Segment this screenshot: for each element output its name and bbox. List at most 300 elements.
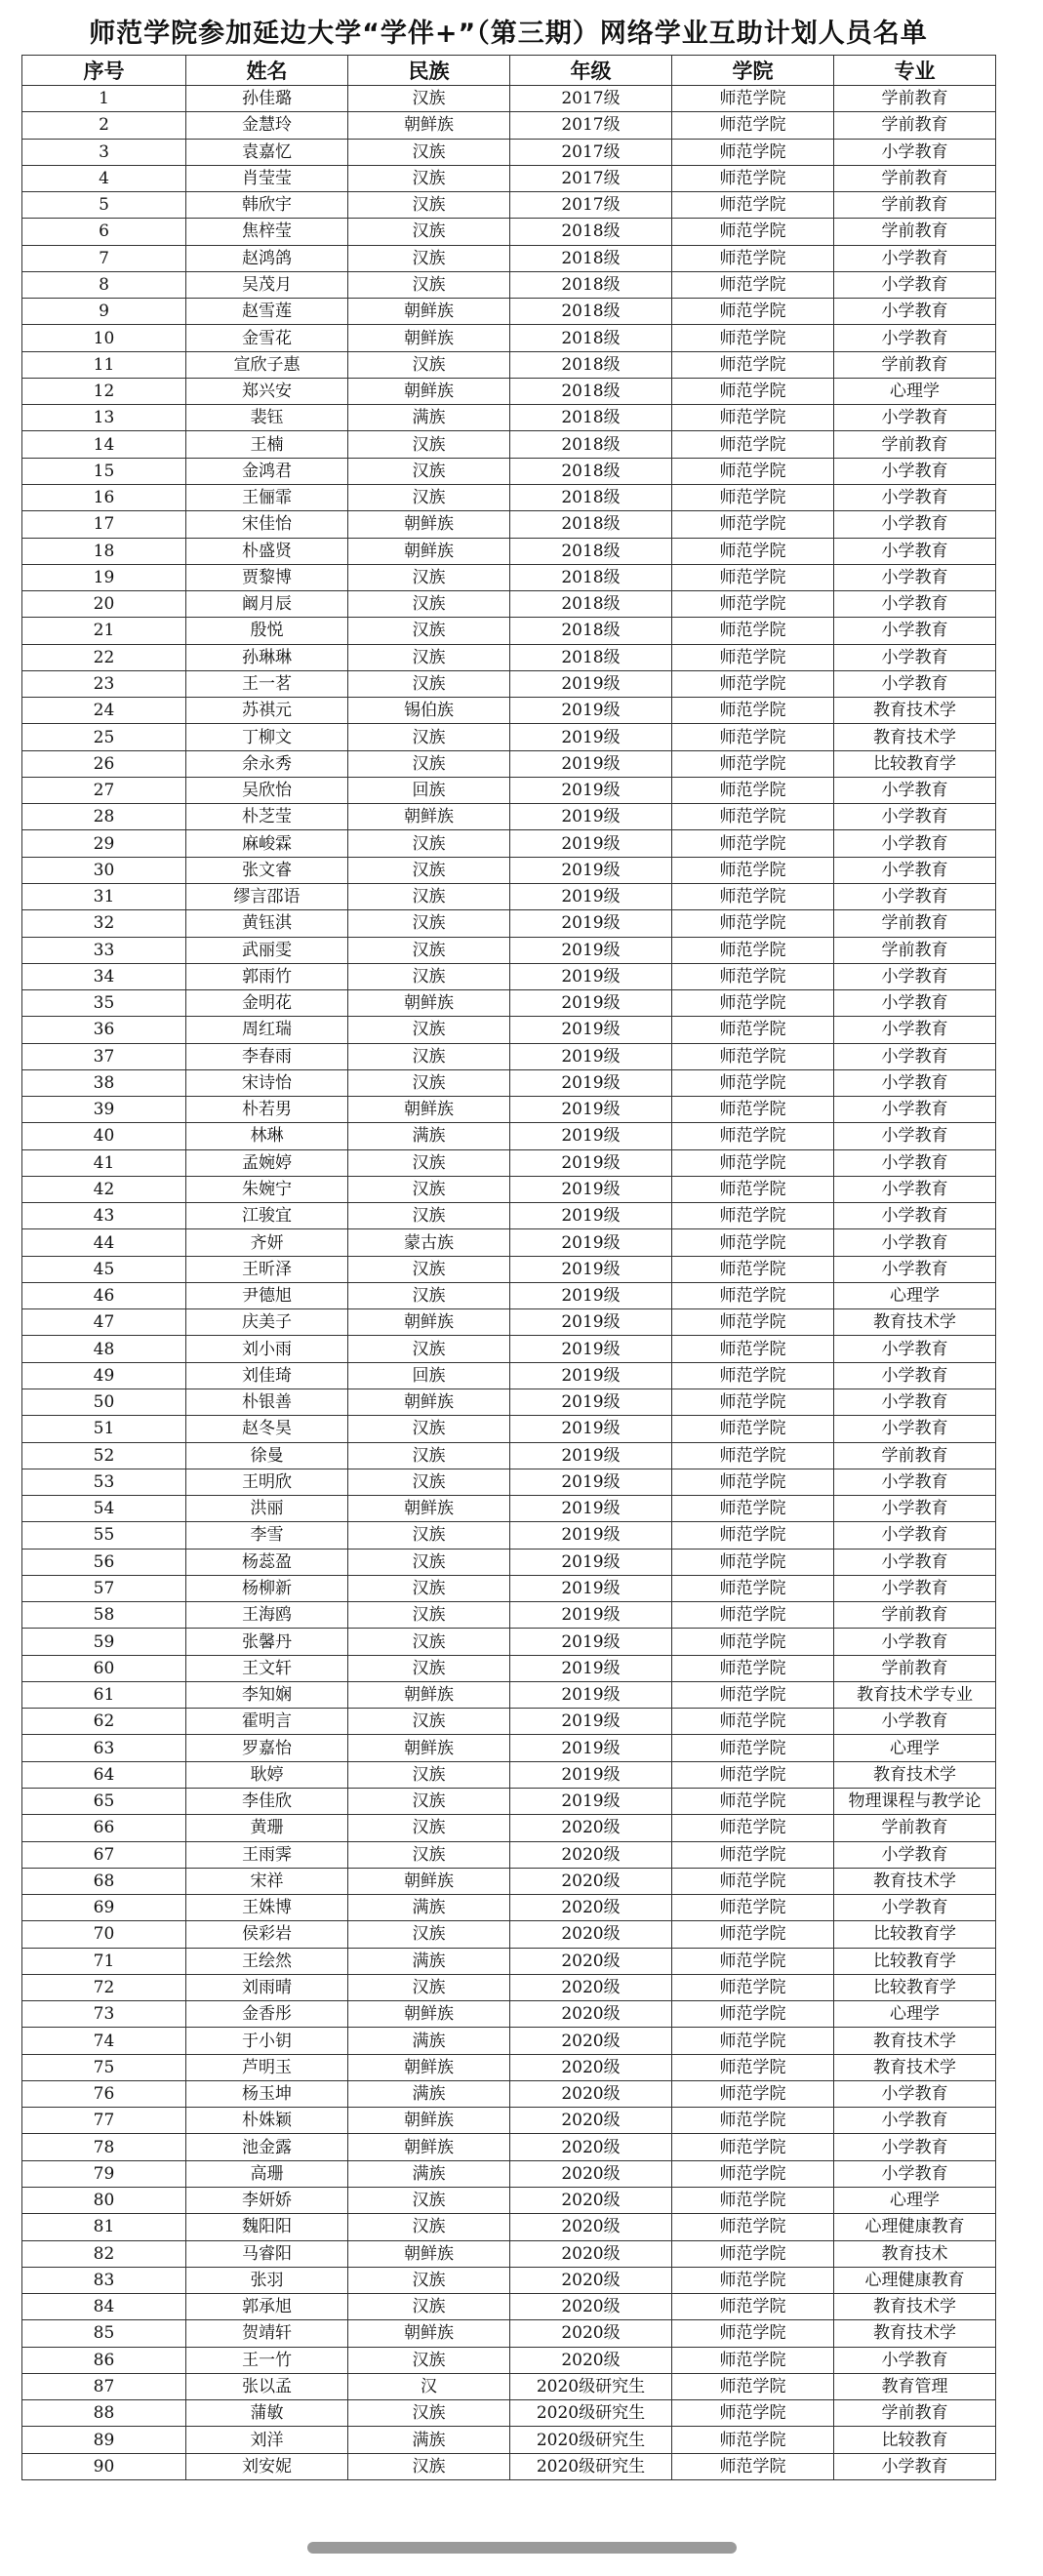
cell-index: 57 (22, 1575, 186, 1601)
cell-ethnicity: 朝鲜族 (348, 112, 510, 139)
cell-grade: 2020级研究生 (510, 2400, 672, 2427)
table-row (22, 484, 996, 510)
cell-college: 师范学院 (672, 1815, 834, 1841)
cell-ethnicity: 汉族 (348, 219, 510, 245)
cell-index: 82 (22, 2240, 186, 2267)
table-row (22, 1761, 996, 1788)
cell-grade: 2020级研究生 (510, 2427, 672, 2453)
cell-college: 师范学院 (672, 698, 834, 724)
cell-major: 学前教育 (834, 351, 996, 378)
cell-major: 学前教育 (834, 1442, 996, 1469)
cell-ethnicity: 满族 (348, 405, 510, 431)
table-row (22, 2028, 996, 2054)
cell-index: 30 (22, 857, 186, 883)
cell-ethnicity: 汉族 (348, 2267, 510, 2293)
cell-major: 比较教育学 (834, 750, 996, 777)
cell-major: 学前教育 (834, 910, 996, 937)
cell-index: 87 (22, 2373, 186, 2399)
table-row (22, 458, 996, 484)
table-row (22, 1176, 996, 1202)
cell-grade: 2017级 (510, 192, 672, 219)
cell-grade: 2019级 (510, 670, 672, 697)
header-grade: 年级 (510, 56, 672, 86)
cell-grade: 2017级 (510, 139, 672, 165)
cell-major: 心理学 (834, 1735, 996, 1761)
cell-major: 小学教育 (834, 538, 996, 564)
table-row (22, 1389, 996, 1416)
cell-grade: 2018级 (510, 511, 672, 538)
cell-index: 55 (22, 1522, 186, 1549)
cell-major: 小学教育 (834, 1895, 996, 1921)
cell-major: 教育技术学 (834, 2054, 996, 2080)
cell-grade: 2018级 (510, 378, 672, 404)
cell-major: 心理学 (834, 2187, 996, 2213)
cell-ethnicity: 汉族 (348, 2400, 510, 2427)
cell-major: 比较教育学 (834, 1948, 996, 1974)
table-row (22, 1097, 996, 1123)
cell-major: 小学教育 (834, 1389, 996, 1416)
cell-index: 76 (22, 2080, 186, 2107)
cell-major: 教育技术学 (834, 2320, 996, 2347)
cell-name: 王一茗 (186, 670, 348, 697)
cell-grade: 2020级 (510, 2028, 672, 2054)
cell-name: 王文轩 (186, 1655, 348, 1681)
cell-index: 88 (22, 2400, 186, 2427)
cell-index: 81 (22, 2214, 186, 2240)
cell-ethnicity: 朝鲜族 (348, 2054, 510, 2080)
cell-name: 刘洋 (186, 2427, 348, 2453)
cell-index: 23 (22, 670, 186, 697)
cell-index: 35 (22, 990, 186, 1017)
cell-college: 师范学院 (672, 724, 834, 750)
cell-name: 王海鸥 (186, 1602, 348, 1629)
cell-name: 金慧玲 (186, 112, 348, 139)
cell-college: 师范学院 (672, 1496, 834, 1522)
cell-name: 麻峻霖 (186, 830, 348, 857)
table-row (22, 378, 996, 404)
cell-major: 小学教育 (834, 139, 996, 165)
cell-major: 学前教育 (834, 112, 996, 139)
cell-name: 刘雨晴 (186, 1974, 348, 2000)
table-row (22, 1256, 996, 1282)
cell-major: 学前教育 (834, 2400, 996, 2427)
cell-ethnicity: 朝鲜族 (348, 325, 510, 351)
cell-grade: 2018级 (510, 484, 672, 510)
cell-grade: 2020级 (510, 2187, 672, 2213)
cell-ethnicity: 回族 (348, 1362, 510, 1389)
cell-index: 72 (22, 1974, 186, 2000)
cell-grade: 2018级 (510, 219, 672, 245)
cell-grade: 2020级 (510, 2134, 672, 2160)
cell-index: 34 (22, 963, 186, 989)
cell-name: 刘小雨 (186, 1336, 348, 1362)
cell-name: 丁柳文 (186, 724, 348, 750)
table-row (22, 1709, 996, 1735)
cell-name: 阚月辰 (186, 591, 348, 618)
cell-college: 师范学院 (672, 325, 834, 351)
header-major: 专业 (834, 56, 996, 86)
cell-major: 教育技术学 (834, 698, 996, 724)
table-row (22, 1362, 996, 1389)
table-row (22, 1017, 996, 1043)
cell-grade: 2019级 (510, 1469, 672, 1495)
table-row (22, 325, 996, 351)
cell-index: 40 (22, 1123, 186, 1149)
cell-index: 26 (22, 750, 186, 777)
cell-ethnicity: 汉族 (348, 750, 510, 777)
cell-grade: 2020级 (510, 1841, 672, 1868)
cell-major: 教育管理 (834, 2373, 996, 2399)
cell-college: 师范学院 (672, 910, 834, 937)
cell-name: 宋祥 (186, 1868, 348, 1894)
cell-grade: 2018级 (510, 591, 672, 618)
cell-college: 师范学院 (672, 1549, 834, 1575)
cell-grade: 2019级 (510, 804, 672, 830)
cell-college: 师范学院 (672, 830, 834, 857)
cell-index: 60 (22, 1655, 186, 1681)
cell-grade: 2019级 (510, 857, 672, 883)
cell-grade: 2020级 (510, 2214, 672, 2240)
document-title: 师范学院参加延边大学“学伴+”（第三期）网络学业互助计划人员名单 (89, 19, 928, 49)
cell-name: 池金露 (186, 2134, 348, 2160)
cell-ethnicity: 汉族 (348, 1149, 510, 1176)
cell-grade: 2018级 (510, 564, 672, 590)
cell-grade: 2018级 (510, 271, 672, 298)
cell-college: 师范学院 (672, 1416, 834, 1442)
cell-college: 师范学院 (672, 2240, 834, 2267)
cell-ethnicity: 朝鲜族 (348, 1735, 510, 1761)
cell-major: 小学教育 (834, 271, 996, 298)
cell-major: 小学教育 (834, 1709, 996, 1735)
cell-grade: 2019级 (510, 1336, 672, 1362)
table-row (22, 1043, 996, 1069)
table-row (22, 830, 996, 857)
cell-major: 比较教育 (834, 2427, 996, 2453)
cell-index: 33 (22, 937, 186, 963)
cell-name: 李春雨 (186, 1043, 348, 1069)
cell-ethnicity: 朝鲜族 (348, 2134, 510, 2160)
cell-name: 宣欣子惠 (186, 351, 348, 378)
cell-ethnicity: 汉族 (348, 591, 510, 618)
cell-index: 10 (22, 325, 186, 351)
cell-ethnicity: 汉族 (348, 1176, 510, 1202)
cell-index: 61 (22, 1681, 186, 1708)
cell-ethnicity: 汉族 (348, 883, 510, 909)
table-row (22, 2373, 996, 2399)
cell-college: 师范学院 (672, 245, 834, 271)
cell-college: 师范学院 (672, 1921, 834, 1948)
table-row (22, 804, 996, 830)
table-row (22, 1789, 996, 1815)
cell-major: 心理学 (834, 2001, 996, 2028)
cell-index: 78 (22, 2134, 186, 2160)
cell-index: 80 (22, 2187, 186, 2213)
cell-name: 肖莹莹 (186, 165, 348, 191)
cell-college: 师范学院 (672, 1629, 834, 1655)
table-row (22, 1549, 996, 1575)
cell-college: 师范学院 (672, 1229, 834, 1256)
cell-index: 77 (22, 2108, 186, 2134)
table-row (22, 1282, 996, 1308)
table-row (22, 2294, 996, 2320)
cell-grade: 2020级 (510, 1974, 672, 2000)
cell-index: 7 (22, 245, 186, 271)
cell-college: 师范学院 (672, 1097, 834, 1123)
cell-name: 芦明玉 (186, 2054, 348, 2080)
cell-grade: 2017级 (510, 112, 672, 139)
cell-ethnicity: 汉族 (348, 139, 510, 165)
cell-index: 90 (22, 2453, 186, 2479)
table-row (22, 1522, 996, 1549)
cell-name: 黄珊 (186, 1815, 348, 1841)
cell-college: 师范学院 (672, 219, 834, 245)
table-row (22, 883, 996, 909)
cell-index: 71 (22, 1948, 186, 1974)
cell-index: 17 (22, 511, 186, 538)
cell-college: 师范学院 (672, 1709, 834, 1735)
horizontal-scrollbar[interactable] (307, 2542, 737, 2554)
table-row (22, 2400, 996, 2427)
cell-college: 师范学院 (672, 271, 834, 298)
table-row (22, 139, 996, 165)
table-row (22, 724, 996, 750)
cell-index: 89 (22, 2427, 186, 2453)
cell-index: 45 (22, 1256, 186, 1282)
cell-grade: 2017级 (510, 165, 672, 191)
cell-name: 林琳 (186, 1123, 348, 1149)
cell-ethnicity: 朝鲜族 (348, 2240, 510, 2267)
cell-grade: 2020级研究生 (510, 2373, 672, 2399)
table-row (22, 1895, 996, 1921)
cell-major: 小学教育 (834, 1629, 996, 1655)
cell-index: 41 (22, 1149, 186, 1176)
cell-ethnicity: 汉族 (348, 1629, 510, 1655)
cell-ethnicity: 汉族 (348, 2453, 510, 2479)
cell-grade: 2020级 (510, 2160, 672, 2187)
cell-major: 学前教育 (834, 1602, 996, 1629)
cell-college: 师范学院 (672, 1655, 834, 1681)
cell-index: 31 (22, 883, 186, 909)
cell-name: 刘佳琦 (186, 1362, 348, 1389)
cell-major: 小学教育 (834, 405, 996, 431)
cell-name: 高珊 (186, 2160, 348, 2187)
table-row (22, 1629, 996, 1655)
cell-index: 64 (22, 1761, 186, 1788)
cell-name: 赵冬昊 (186, 1416, 348, 1442)
cell-grade: 2019级 (510, 910, 672, 937)
cell-college: 师范学院 (672, 1336, 834, 1362)
table-row (22, 245, 996, 271)
table-row (22, 538, 996, 564)
cell-major: 学前教育 (834, 1655, 996, 1681)
cell-index: 8 (22, 271, 186, 298)
table-header-row (22, 56, 996, 86)
cell-college: 师范学院 (672, 86, 834, 112)
cell-college: 师范学院 (672, 1868, 834, 1894)
table-row (22, 963, 996, 989)
cell-name: 朴若男 (186, 1097, 348, 1123)
cell-name: 罗嘉怡 (186, 1735, 348, 1761)
cell-grade: 2019级 (510, 990, 672, 1017)
cell-grade: 2020级 (510, 1895, 672, 1921)
cell-grade: 2019级 (510, 1549, 672, 1575)
cell-college: 师范学院 (672, 1389, 834, 1416)
cell-grade: 2019级 (510, 777, 672, 803)
table-row (22, 1203, 996, 1229)
cell-name: 洪丽 (186, 1496, 348, 1522)
table-row (22, 2187, 996, 2213)
cell-grade: 2019级 (510, 1709, 672, 1735)
cell-index: 29 (22, 830, 186, 857)
cell-index: 50 (22, 1389, 186, 1416)
cell-name: 朱婉宁 (186, 1176, 348, 1202)
table-row (22, 299, 996, 325)
cell-grade: 2019级 (510, 1442, 672, 1469)
cell-grade: 2019级 (510, 1069, 672, 1096)
cell-college: 师范学院 (672, 591, 834, 618)
table-row (22, 2267, 996, 2293)
cell-ethnicity: 汉族 (348, 724, 510, 750)
cell-college: 师范学院 (672, 2028, 834, 2054)
cell-index: 48 (22, 1336, 186, 1362)
cell-ethnicity: 汉族 (348, 1921, 510, 1948)
cell-index: 68 (22, 1868, 186, 1894)
cell-grade: 2020级 (510, 2267, 672, 2293)
cell-ethnicity: 满族 (348, 2160, 510, 2187)
table-row (22, 1123, 996, 1149)
cell-index: 5 (22, 192, 186, 219)
cell-college: 师范学院 (672, 2054, 834, 2080)
cell-major: 小学教育 (834, 990, 996, 1017)
cell-name: 李知娴 (186, 1681, 348, 1708)
cell-ethnicity: 汉族 (348, 937, 510, 963)
cell-college: 师范学院 (672, 644, 834, 670)
cell-name: 缪言邵语 (186, 883, 348, 909)
cell-grade: 2019级 (510, 1789, 672, 1815)
cell-name: 王俪霏 (186, 484, 348, 510)
cell-college: 师范学院 (672, 750, 834, 777)
cell-ethnicity: 汉族 (348, 351, 510, 378)
cell-grade: 2019级 (510, 724, 672, 750)
cell-name: 贾黎博 (186, 564, 348, 590)
cell-college: 师范学院 (672, 1522, 834, 1549)
cell-grade: 2018级 (510, 325, 672, 351)
cell-grade: 2018级 (510, 618, 672, 644)
cell-college: 师范学院 (672, 1362, 834, 1389)
cell-major: 小学教育 (834, 245, 996, 271)
header-ethnicity: 民族 (348, 56, 510, 86)
cell-name: 郭雨竹 (186, 963, 348, 989)
cell-college: 师范学院 (672, 299, 834, 325)
cell-name: 张馨丹 (186, 1629, 348, 1655)
cell-index: 20 (22, 591, 186, 618)
table-row (22, 1815, 996, 1841)
cell-ethnicity: 朝鲜族 (348, 2108, 510, 2134)
cell-college: 师范学院 (672, 1017, 834, 1043)
cell-major: 小学教育 (834, 1149, 996, 1176)
cell-major: 小学教育 (834, 1336, 996, 1362)
cell-ethnicity: 朝鲜族 (348, 1868, 510, 1894)
cell-college: 师范学院 (672, 192, 834, 219)
cell-name: 赵鸿鸽 (186, 245, 348, 271)
table-row (22, 910, 996, 937)
cell-major: 教育技术 (834, 2240, 996, 2267)
cell-index: 13 (22, 405, 186, 431)
cell-index: 19 (22, 564, 186, 590)
cell-index: 75 (22, 2054, 186, 2080)
cell-college: 师范学院 (672, 458, 834, 484)
cell-college: 师范学院 (672, 2320, 834, 2347)
cell-grade: 2019级 (510, 937, 672, 963)
cell-major: 小学教育 (834, 777, 996, 803)
cell-grade: 2020级 (510, 2294, 672, 2320)
cell-college: 师范学院 (672, 937, 834, 963)
cell-index: 1 (22, 86, 186, 112)
cell-ethnicity: 满族 (348, 2080, 510, 2107)
cell-name: 杨蕊盈 (186, 1549, 348, 1575)
cell-index: 54 (22, 1496, 186, 1522)
cell-major: 比较教育学 (834, 1974, 996, 2000)
cell-ethnicity: 汉族 (348, 192, 510, 219)
cell-grade: 2019级 (510, 1629, 672, 1655)
cell-grade: 2019级 (510, 1149, 672, 1176)
cell-index: 86 (22, 2347, 186, 2373)
cell-major: 学前教育 (834, 1815, 996, 1841)
cell-college: 师范学院 (672, 670, 834, 697)
table-row (22, 1948, 996, 1974)
cell-ethnicity: 朝鲜族 (348, 990, 510, 1017)
table-row (22, 219, 996, 245)
cell-college: 师范学院 (672, 511, 834, 538)
cell-grade: 2019级 (510, 963, 672, 989)
table-row (22, 2108, 996, 2134)
cell-college: 师范学院 (672, 2427, 834, 2453)
cell-major: 学前教育 (834, 86, 996, 112)
cell-grade: 2019级 (510, 1282, 672, 1308)
cell-grade: 2019级 (510, 1123, 672, 1149)
cell-major: 小学教育 (834, 1416, 996, 1442)
cell-major: 小学教育 (834, 644, 996, 670)
cell-college: 师范学院 (672, 2267, 834, 2293)
cell-major: 小学教育 (834, 458, 996, 484)
cell-major: 小学教育 (834, 1229, 996, 1256)
cell-college: 师范学院 (672, 1469, 834, 1495)
table-row (22, 2160, 996, 2187)
table-row (22, 351, 996, 378)
cell-grade: 2019级 (510, 1522, 672, 1549)
cell-major: 小学教育 (834, 2134, 996, 2160)
cell-college: 师范学院 (672, 2160, 834, 2187)
cell-index: 47 (22, 1309, 186, 1336)
table-row (22, 86, 996, 112)
cell-index: 44 (22, 1229, 186, 1256)
cell-major: 心理健康教育 (834, 2267, 996, 2293)
cell-index: 14 (22, 431, 186, 458)
cell-name: 李雪 (186, 1522, 348, 1549)
table-row (22, 857, 996, 883)
cell-major: 心理学 (834, 1282, 996, 1308)
cell-major: 小学教育 (834, 1176, 996, 1202)
table-row (22, 618, 996, 644)
table-row (22, 2320, 996, 2347)
cell-major: 小学教育 (834, 1522, 996, 1549)
cell-college: 师范学院 (672, 378, 834, 404)
cell-college: 师范学院 (672, 1735, 834, 1761)
cell-index: 63 (22, 1735, 186, 1761)
cell-index: 85 (22, 2320, 186, 2347)
cell-major: 教育技术学 (834, 1309, 996, 1336)
cell-grade: 2019级 (510, 1176, 672, 1202)
